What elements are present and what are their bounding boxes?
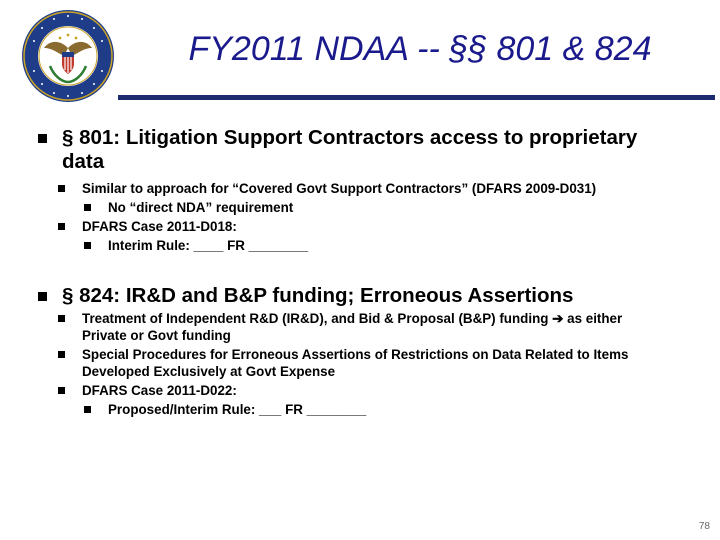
list-item-text: Similar to approach for “Covered Govt Support Contractors” (DFARS 2009-D031) [82,181,597,196]
square-bullet-icon [84,204,91,211]
section-801-heading [38,126,678,174]
list-item-text: DFARS Case 2011-D018: [82,219,237,234]
sub-list-item [84,401,644,418]
sub-list-item-text: Proposed/Interim Rule: ___ FR ________ [108,402,367,417]
section-heading-text: § 824: IR&D and B&P funding; Erroneous Assertions [62,284,574,307]
square-bullet-icon [84,406,91,413]
square-bullet-icon [58,351,65,358]
section-824-heading [38,284,678,308]
list-item-text-after-arrow: as either Private or Govt funding [82,311,623,343]
dod-seal-icon [20,8,116,104]
right-arrow-icon: ➔ [552,311,564,326]
page-number: 78 [698,521,710,532]
list-item [58,310,668,344]
square-bullet-icon [84,242,91,249]
square-bullet-icon [58,185,65,192]
title-divider [118,95,715,100]
list-item [58,382,668,399]
list-item-text: Special Procedures for Erroneous Assertions of Restrictions on Data Related to Items Developed Exclusively at Govt Expense [82,347,629,379]
sub-list-item [84,199,644,216]
slide-title: FY2011 NDAA -- §§ 801 & 824 [188,30,652,68]
sub-list-item-text: No “direct NDA” requirement [108,200,294,215]
list-item [58,180,668,197]
square-bullet-icon [58,315,65,322]
square-bullet-icon [58,387,65,394]
list-item [58,218,668,235]
square-bullet-icon [38,134,47,143]
list-item [58,346,668,380]
sub-list-item-text: Interim Rule: ____ FR ________ [108,238,309,253]
section-heading-text: § 801: Litigation Support Contractors access to proprietary data [62,126,638,173]
square-bullet-icon [38,292,47,301]
sub-list-item [84,237,644,254]
list-item-text-before-arrow: Treatment of Independent R&D (IR&D), and Bid & Proposal (B&P) funding [82,311,549,326]
list-item-text: DFARS Case 2011-D022: [82,383,237,398]
square-bullet-icon [58,223,65,230]
